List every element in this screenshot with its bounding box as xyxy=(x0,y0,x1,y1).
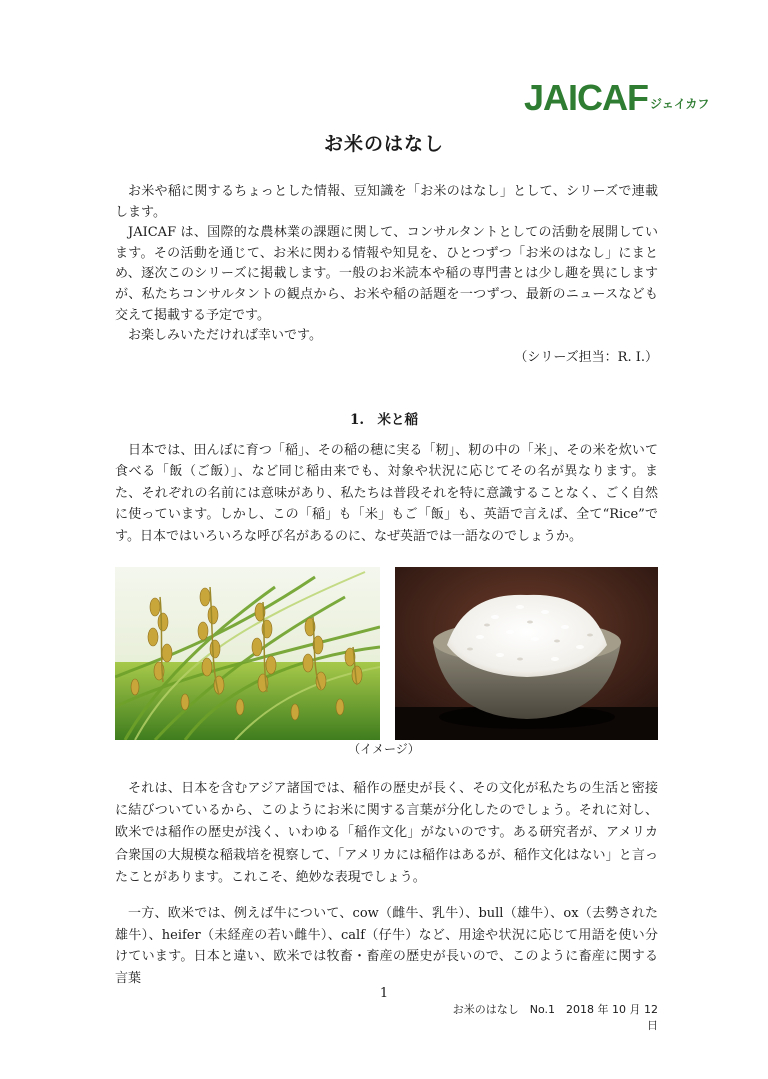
page-title: お米のはなし xyxy=(323,133,444,155)
intro-block xyxy=(115,182,658,347)
image-caption: （イメージ） xyxy=(348,742,420,756)
intro-paragraph: JAICAF は、国際的な農林業の課題に関して、コンサルタントとしての活動を展開しています。その活動を通じて、お米に関わる情報や知見を、ひとつずつ「お米のはなし」にまとめ、逐次このシリーズに掲載します。一般のお米読本や稲の専門書とは少し趣を異にしますが、私たちコンサルタントの観点から、お米や稲の話題を一つずつ、最新のニュースなども交えて掲載する予定です。 xyxy=(115,225,658,323)
intro-paragraph: お楽しみいただければ幸いです。 xyxy=(128,328,322,344)
body-paragraph: 一方、欧米では、例えば牛について、cow（雌牛、乳牛）、bull（雄牛）、ox（去勢された雄牛）、heifer（未経産の若い雌牛）、calf（仔牛）など、用途や状況に応じて用語を使い分けています。日本と違い、欧米では牧畜・畜産の歴史が長いので、このように畜産に関する言葉 xyxy=(115,906,658,986)
series-credit: （シリーズ担当：R. I.） xyxy=(514,350,658,365)
logo-kana: ジェイカフ xyxy=(650,97,710,111)
body-paragraph: 日本では、田んぼに育つ「稲」、その稲の穂に実る「籾」、籾の中の「米」、その米を炊いて食べる「飯（ご飯）」、など同じ稲由来でも、対象や状況に応じてその名が異なります。また、それぞれの名前には意味があり、私たちは普段それを特に意識することなく、ごく自然に使っています。しかし、この「稲」も「米」もご「飯」も、英語で言えば、全て“Rice”です。日本ではいろいろな呼び名があるのに、なぜ英語では一語なのでしょうか。 xyxy=(115,443,658,544)
footer-series-info: お米のはなし No.1 2018 年 10 月 12 日 xyxy=(452,1003,658,1032)
section-heading: 1. 米と稲 xyxy=(349,412,419,428)
logo-text: JAICAF xyxy=(524,77,649,118)
intro-paragraph: お米や稲に関するちょっとした情報、豆知識を「お米のはなし」として、シリーズで連載します。 xyxy=(115,184,658,220)
rice-plant-photo xyxy=(115,567,380,740)
page-number: 1 xyxy=(379,986,389,1001)
body-paragraph: それは、日本を含むアジア諸国では、稲作の歴史が長く、その文化が私たちの生活と密接に結びついているから、このようにお米に関する言葉が分化したのでしょう。それに対し、欧米では稲作の歴史が浅く、いわゆる「稲作文化」がないのです。ある研究者が、アメリカ合衆国の大規模な稲栽培を視察して、「アメリカには稲作はあるが、稲作文化はない」と言ったことがあります。これこそ、絶妙な表現でしょう。 xyxy=(115,781,658,885)
jaicaf-logo xyxy=(524,77,710,118)
rice-bowl-photo xyxy=(395,567,658,740)
